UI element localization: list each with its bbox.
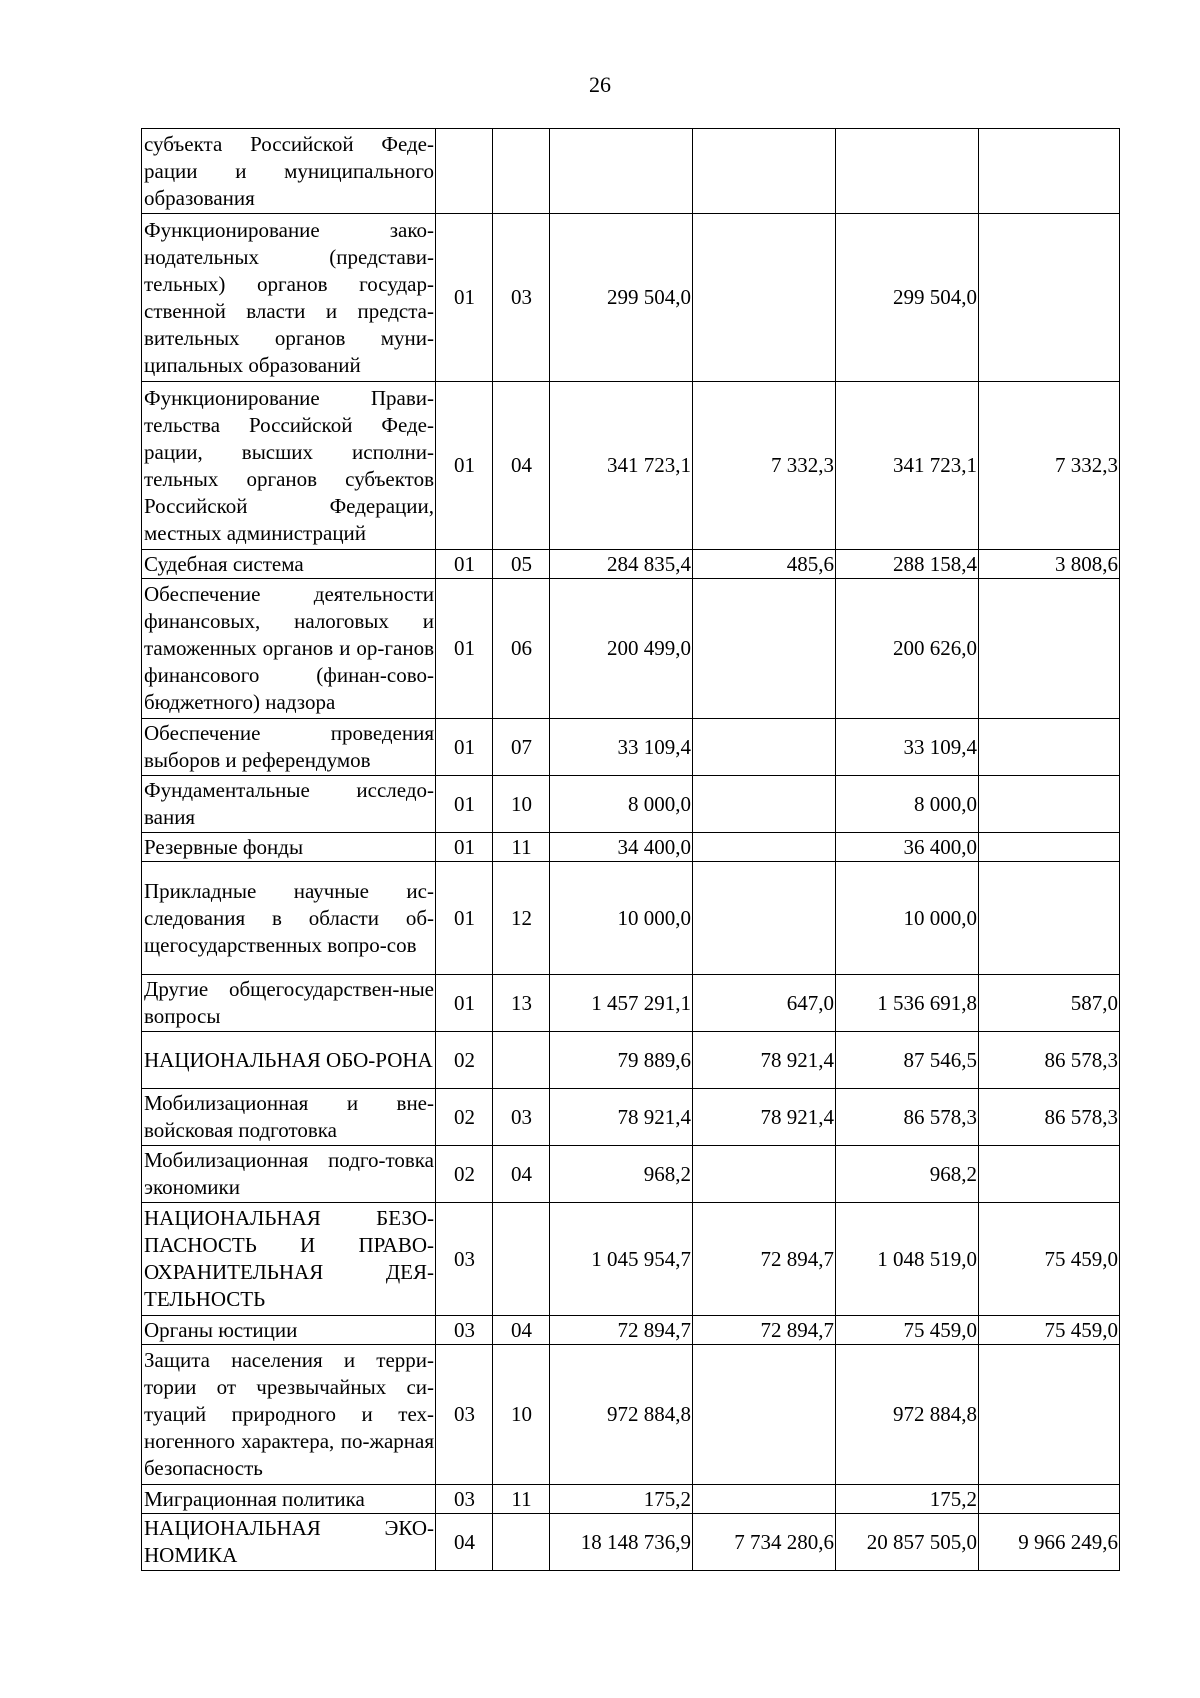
amount-subvention-second — [979, 214, 1120, 382]
amount-total-first: 299 504,0 — [550, 214, 693, 382]
amount-subvention-first: 72 894,7 — [693, 1203, 836, 1316]
amount-subvention-first — [693, 862, 836, 975]
amount-total-second: 20 857 505,0 — [836, 1514, 979, 1571]
row-name: Миграционная политика — [142, 1485, 436, 1514]
subsection-code: 12 — [493, 862, 550, 975]
amount-subvention-second: 75 459,0 — [979, 1316, 1120, 1345]
amount-total-first: 18 148 736,9 — [550, 1514, 693, 1571]
budget-table-body — [142, 129, 1120, 1571]
amount-total-first: 8 000,0 — [550, 776, 693, 833]
table-row — [142, 214, 1120, 382]
amount-subvention-first — [693, 776, 836, 833]
subsection-code — [493, 129, 550, 214]
section-code: 01 — [436, 975, 493, 1032]
table-row — [142, 1345, 1120, 1485]
amount-subvention-second — [979, 719, 1120, 776]
subsection-code: 05 — [493, 550, 550, 579]
amount-subvention-first — [693, 833, 836, 862]
amount-subvention-second: 587,0 — [979, 975, 1120, 1032]
section-code: 01 — [436, 382, 493, 550]
subsection-code: 10 — [493, 1345, 550, 1485]
amount-total-first: 175,2 — [550, 1485, 693, 1514]
amount-total-first: 34 400,0 — [550, 833, 693, 862]
row-name: Обеспечение деятельности финансовых, налоговых и таможенных органов и ор-ганов финансового (финан-сово-бюджетного) надзора — [142, 579, 436, 719]
row-name: Фундаментальные исследо-вания — [142, 776, 436, 833]
section-code — [436, 129, 493, 214]
amount-total-second: 1 536 691,8 — [836, 975, 979, 1032]
budget-table — [141, 128, 1120, 1571]
amount-total-first: 72 894,7 — [550, 1316, 693, 1345]
amount-total-first: 33 109,4 — [550, 719, 693, 776]
amount-total-first: 1 045 954,7 — [550, 1203, 693, 1316]
amount-total-second: 8 000,0 — [836, 776, 979, 833]
row-name: Прикладные научные ис-следования в области об-щегосударственных вопро-сов — [142, 862, 436, 975]
table-row — [142, 1146, 1120, 1203]
table-row — [142, 550, 1120, 579]
amount-total-first: 968,2 — [550, 1146, 693, 1203]
amount-subvention-first — [693, 214, 836, 382]
subsection-code — [493, 1032, 550, 1089]
section-code: 01 — [436, 579, 493, 719]
amount-subvention-second — [979, 1485, 1120, 1514]
section-code: 01 — [436, 214, 493, 382]
amount-subvention-second — [979, 1146, 1120, 1203]
page-number: 26 — [589, 72, 611, 97]
subsection-code: 06 — [493, 579, 550, 719]
section-code: 03 — [436, 1316, 493, 1345]
section-code: 01 — [436, 776, 493, 833]
subsection-code — [493, 1514, 550, 1571]
row-name: Функционирование Прави-тельства Российской Феде-рации, высших исполни-тельных органов субъектов Российской Федерации, местных администраций — [142, 382, 436, 550]
section-code: 03 — [436, 1345, 493, 1485]
amount-subvention-first: 78 921,4 — [693, 1032, 836, 1089]
amount-total-second: 10 000,0 — [836, 862, 979, 975]
row-name: НАЦИОНАЛЬНАЯ БЕЗО-ПАСНОСТЬ И ПРАВО-ОХРАНИТЕЛЬНАЯ ДЕЯ-ТЕЛЬНОСТЬ — [142, 1203, 436, 1316]
subsection-code — [493, 1203, 550, 1316]
amount-subvention-first: 78 921,4 — [693, 1089, 836, 1146]
amount-subvention-second — [979, 862, 1120, 975]
amount-total-second — [836, 129, 979, 214]
amount-total-first: 1 457 291,1 — [550, 975, 693, 1032]
amount-subvention-second: 86 578,3 — [979, 1032, 1120, 1089]
subsection-code: 04 — [493, 1316, 550, 1345]
section-code: 04 — [436, 1514, 493, 1571]
amount-subvention-second: 9 966 249,6 — [979, 1514, 1120, 1571]
amount-subvention-second: 3 808,6 — [979, 550, 1120, 579]
row-name: Органы юстиции — [142, 1316, 436, 1345]
amount-subvention-first: 7 332,3 — [693, 382, 836, 550]
amount-subvention-first — [693, 1146, 836, 1203]
amount-subvention-first: 647,0 — [693, 975, 836, 1032]
amount-subvention-second — [979, 129, 1120, 214]
table-row — [142, 1485, 1120, 1514]
subsection-code: 04 — [493, 382, 550, 550]
amount-total-second: 33 109,4 — [836, 719, 979, 776]
section-code: 01 — [436, 862, 493, 975]
amount-subvention-first: 485,6 — [693, 550, 836, 579]
amount-subvention-second: 7 332,3 — [979, 382, 1120, 550]
amount-total-first: 200 499,0 — [550, 579, 693, 719]
amount-total-second: 36 400,0 — [836, 833, 979, 862]
amount-total-second: 1 048 519,0 — [836, 1203, 979, 1316]
subsection-code: 03 — [493, 214, 550, 382]
table-row — [142, 975, 1120, 1032]
table-row — [142, 1514, 1120, 1571]
amount-total-first: 78 921,4 — [550, 1089, 693, 1146]
row-name: НАЦИОНАЛЬНАЯ ОБО-РОНА — [142, 1032, 436, 1089]
amount-subvention-first: 72 894,7 — [693, 1316, 836, 1345]
row-name: Функционирование зако-нодательных (представи-тельных) органов государ-ственной власти и предста-вительных органов муни-ципальных образований — [142, 214, 436, 382]
subsection-code: 11 — [493, 1485, 550, 1514]
section-code: 03 — [436, 1485, 493, 1514]
amount-total-second: 972 884,8 — [836, 1345, 979, 1485]
subsection-code: 07 — [493, 719, 550, 776]
amount-subvention-first — [693, 579, 836, 719]
amount-total-second: 175,2 — [836, 1485, 979, 1514]
amount-subvention-second — [979, 1345, 1120, 1485]
table-row — [142, 719, 1120, 776]
table-row — [142, 776, 1120, 833]
table-row — [142, 382, 1120, 550]
amount-total-first: 284 835,4 — [550, 550, 693, 579]
table-row — [142, 1203, 1120, 1316]
row-name: Обеспечение проведения выборов и референдумов — [142, 719, 436, 776]
row-name: Мобилизационная подго-товка экономики — [142, 1146, 436, 1203]
row-name: Другие общегосударствен-ные вопросы — [142, 975, 436, 1032]
table-row — [142, 579, 1120, 719]
subsection-code: 10 — [493, 776, 550, 833]
subsection-code: 03 — [493, 1089, 550, 1146]
amount-subvention-second — [979, 579, 1120, 719]
amount-total-second: 86 578,3 — [836, 1089, 979, 1146]
amount-total-second: 299 504,0 — [836, 214, 979, 382]
table-row — [142, 862, 1120, 975]
amount-subvention-second — [979, 833, 1120, 862]
amount-total-second: 200 626,0 — [836, 579, 979, 719]
amount-subvention-first — [693, 1345, 836, 1485]
row-name: Защита населения и терри-тории от чрезвычайных си-туаций природного и тех-ногенного характера, по-жарная безопасность — [142, 1345, 436, 1485]
table-row — [142, 833, 1120, 862]
amount-total-first: 10 000,0 — [550, 862, 693, 975]
amount-total-first — [550, 129, 693, 214]
amount-total-first: 972 884,8 — [550, 1345, 693, 1485]
row-name: субъекта Российской Феде-рации и муниципального образования — [142, 129, 436, 214]
amount-total-second: 288 158,4 — [836, 550, 979, 579]
amount-subvention-first — [693, 1485, 836, 1514]
subsection-code: 13 — [493, 975, 550, 1032]
section-code: 02 — [436, 1146, 493, 1203]
table-row — [142, 129, 1120, 214]
amount-total-second: 968,2 — [836, 1146, 979, 1203]
section-code: 01 — [436, 550, 493, 579]
amount-subvention-second: 75 459,0 — [979, 1203, 1120, 1316]
amount-subvention-second — [979, 776, 1120, 833]
section-code: 02 — [436, 1089, 493, 1146]
section-code: 01 — [436, 719, 493, 776]
section-code: 02 — [436, 1032, 493, 1089]
amount-subvention-first — [693, 129, 836, 214]
table-row — [142, 1316, 1120, 1345]
section-code: 03 — [436, 1203, 493, 1316]
amount-total-second: 341 723,1 — [836, 382, 979, 550]
table-row — [142, 1089, 1120, 1146]
row-name: НАЦИОНАЛЬНАЯ ЭКО-НОМИКА — [142, 1514, 436, 1571]
amount-subvention-first: 7 734 280,6 — [693, 1514, 836, 1571]
table-row — [142, 1032, 1120, 1089]
subsection-code: 04 — [493, 1146, 550, 1203]
amount-subvention-first — [693, 719, 836, 776]
amount-total-second: 87 546,5 — [836, 1032, 979, 1089]
row-name: Судебная система — [142, 550, 436, 579]
amount-total-first: 79 889,6 — [550, 1032, 693, 1089]
section-code: 01 — [436, 833, 493, 862]
subsection-code: 11 — [493, 833, 550, 862]
row-name: Резервные фонды — [142, 833, 436, 862]
row-name: Мобилизационная и вне-войсковая подготовка — [142, 1089, 436, 1146]
amount-total-first: 341 723,1 — [550, 382, 693, 550]
amount-subvention-second: 86 578,3 — [979, 1089, 1120, 1146]
amount-total-second: 75 459,0 — [836, 1316, 979, 1345]
